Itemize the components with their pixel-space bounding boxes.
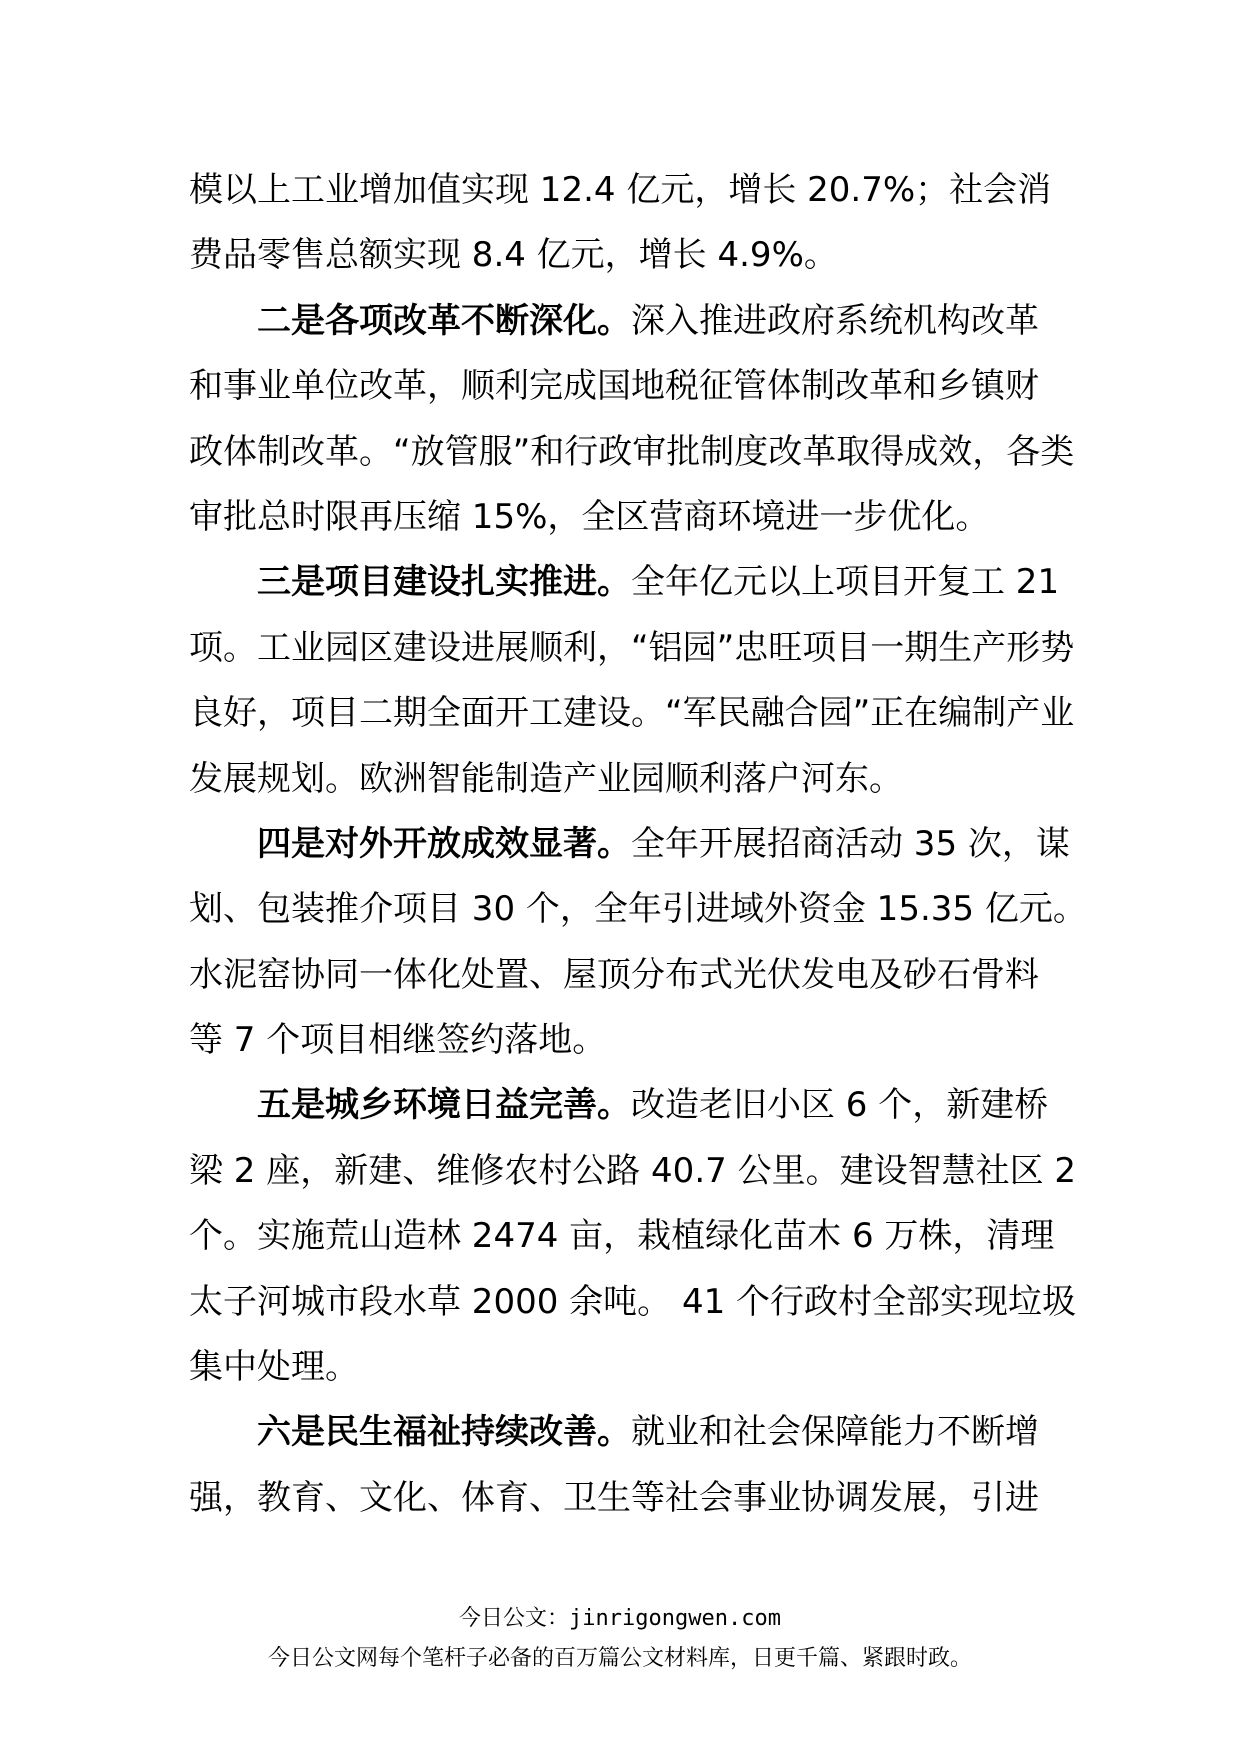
line-text: 强，教育、文化、体育、卫生等社会事业协调发展，引进 xyxy=(189,1477,1039,1518)
line-text: 划、包装推介项目 30 个，全年引进域外资金 15.35 亿元。 xyxy=(189,889,1087,930)
line-text: 良好，项目二期全面开工建设。“军民融合园”正在编制产业 xyxy=(189,693,1075,734)
text-line xyxy=(189,354,1051,419)
section-lead: 六是民生福祉持续改善。 xyxy=(257,1412,631,1453)
text-line xyxy=(189,1270,1077,1335)
footer-site-label: 今日公文： xyxy=(459,1606,570,1631)
line-text: 费品零售总额实现 8.4 亿元，增长 4.9%。 xyxy=(189,235,838,276)
line-text: 太子河城市段水草 2000 余吨。 41 个行政村全部实现垃圾 xyxy=(189,1281,1077,1322)
line-text: 模以上工业增加值实现 12.4 亿元，增长 20.7%；社会消 xyxy=(189,170,1052,210)
footer-site xyxy=(0,1604,1240,1634)
text-line xyxy=(189,289,1051,354)
line-text: 个。实施荒山造林 2474 亩，栽植绿化苗木 6 万株，清理 xyxy=(189,1216,1055,1257)
text-line xyxy=(189,681,1075,746)
document-body xyxy=(189,158,1087,1531)
line-text: 和事业单位改革，顺利完成国地税征管体制改革和乡镇财 xyxy=(189,366,1039,407)
text-line xyxy=(189,943,1051,1008)
text-line xyxy=(189,485,1051,550)
line-text: 全年亿元以上项目开复工 21 xyxy=(631,562,1060,603)
line-text: 改造老旧小区 6 个，新建桥 xyxy=(631,1085,1049,1126)
text-line xyxy=(189,1466,1051,1531)
text-line xyxy=(189,1335,1051,1400)
line-text: 集中处理。 xyxy=(189,1347,359,1388)
line-text: 梁 2 座，新建、维修农村公路 40.7 公里。建设智慧社区 2 xyxy=(189,1150,1077,1191)
footer-tagline: 今日公文网每个笔杆子必备的百万篇公文材料库，日更千篇、紧跟时政。 xyxy=(267,1646,972,1671)
text-line xyxy=(189,747,1051,812)
text-line xyxy=(189,1400,1051,1465)
text-line xyxy=(189,223,1051,288)
section-lead: 五是城乡环境日益完善。 xyxy=(257,1085,631,1126)
section-lead: 三是项目建设扎实推进。 xyxy=(257,562,631,603)
line-text: 政体制改革。“放管服”和行政审批制度改革取得成效，各类 xyxy=(189,431,1075,472)
line-text: 深入推进政府系统机构改革 xyxy=(631,300,1039,341)
text-line xyxy=(189,158,1051,223)
line-text: 水泥窑协同一体化处置、屋顶分布式光伏发电及砂石骨料 xyxy=(189,954,1039,995)
text-line xyxy=(189,616,1075,681)
text-line xyxy=(189,877,1087,942)
section-lead: 二是各项改革不断深化。 xyxy=(257,300,631,341)
text-line xyxy=(189,1073,1051,1138)
text-line xyxy=(189,1139,1077,1204)
text-line xyxy=(189,420,1075,485)
line-text: 项。工业园区建设进展顺利，“铝园”忠旺项目一期生产形势 xyxy=(189,627,1075,668)
line-text: 发展规划。欧洲智能制造产业园顺利落户河东。 xyxy=(189,758,903,799)
line-text: 审批总时限再压缩 15%，全区营商环境进一步优化。 xyxy=(189,496,990,537)
line-text: 就业和社会保障能力不断增 xyxy=(631,1412,1039,1453)
line-text: 全年开展招商活动 35 次，谋 xyxy=(631,823,1070,864)
text-line xyxy=(189,1008,1051,1073)
section-lead: 四是对外开放成效显著。 xyxy=(257,823,631,864)
text-line xyxy=(189,812,1070,877)
footer-site-url[interactable]: jinrigongwen.com xyxy=(569,1606,781,1631)
text-line xyxy=(189,550,1060,615)
line-text: 等 7 个项目相继签约落地。 xyxy=(189,1020,607,1061)
text-line xyxy=(189,1204,1055,1269)
